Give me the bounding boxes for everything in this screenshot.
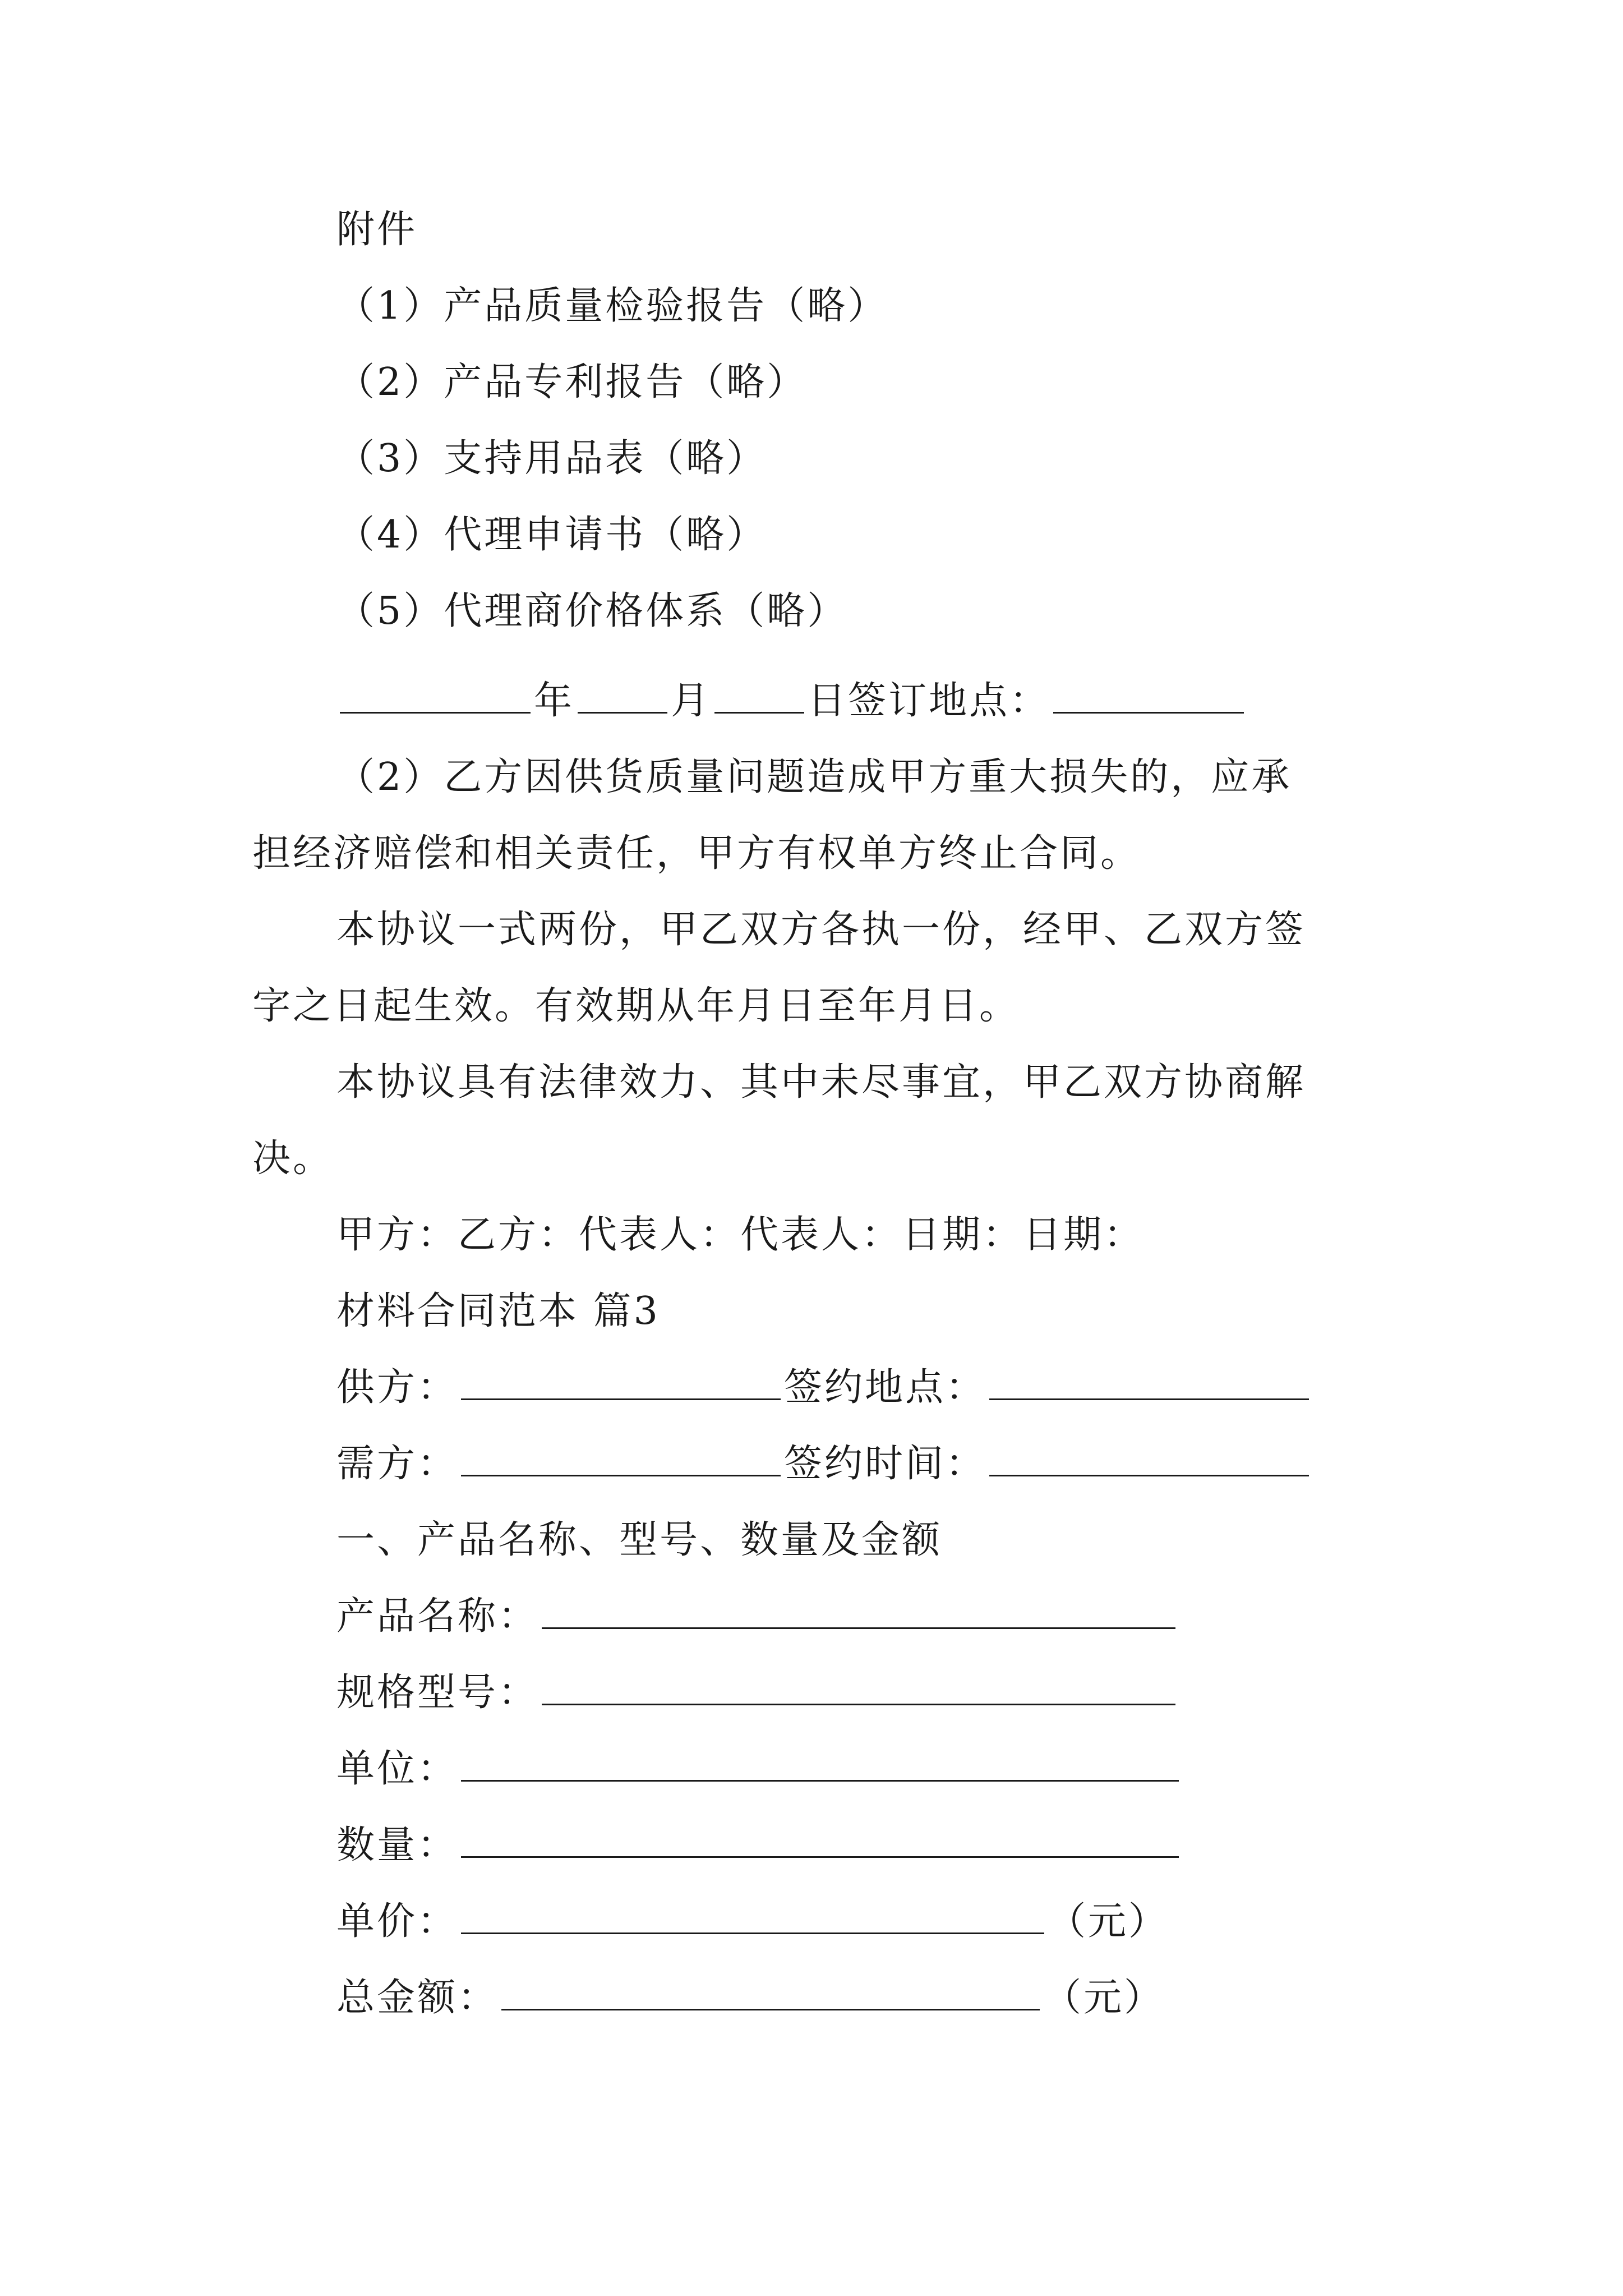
day-place-label: 日签订地点： [808, 679, 1050, 723]
quantity-label: 数量： [336, 1823, 458, 1867]
unit-price-row [336, 1894, 1169, 1950]
model-row [336, 1665, 1179, 1721]
unit-row [336, 1741, 1182, 1797]
attachment-item-2: （2）产品专利报告（略） [336, 360, 808, 404]
supplier-row [336, 1360, 1312, 1416]
buyer-blank[interactable] [461, 1441, 781, 1476]
unit-label: 单位： [336, 1747, 458, 1791]
section-title: 材料合同范本 篇3 [336, 1289, 660, 1333]
buyer-row [336, 1436, 1312, 1492]
total-label: 总金额： [336, 1976, 499, 2020]
product-heading: 一、产品名称、型号、数量及金额 [336, 1518, 943, 1562]
product-name-label: 产品名称： [336, 1594, 539, 1639]
legal-clause-line-2: 决。 [252, 1137, 334, 1181]
sign-time-field[interactable] [989, 1441, 1309, 1476]
sign-place-blank[interactable] [1053, 678, 1244, 714]
copies-clause-line-2: 字之日起生效。有效期从年月日至年月日。 [252, 984, 1020, 1028]
sign-time-label: 签约时间： [784, 1442, 986, 1486]
quantity-row [336, 1818, 1182, 1874]
supplier-label: 供方： [336, 1365, 458, 1410]
attachment-item-4: （4）代理申请书（略） [336, 513, 767, 557]
total-field[interactable] [501, 1975, 1040, 2010]
month-blank[interactable] [578, 678, 667, 714]
sign-place-label: 签约地点： [784, 1365, 986, 1410]
product-name-row [336, 1589, 1179, 1645]
total-yuan: （元） [1043, 1976, 1165, 2020]
clause-2-line-2: 担经济赔偿和相关责任，甲方有权单方终止合同。 [252, 831, 1141, 876]
attachment-item-1: （1）产品质量检验报告（略） [336, 284, 888, 328]
buyer-label: 需方： [336, 1442, 458, 1486]
quantity-field[interactable] [461, 1823, 1179, 1858]
legal-clause-line-1: 本协议具有法律效力、其中未尽事宜，甲乙双方协商解 [336, 1060, 1306, 1105]
signatures-line: 甲方：乙方：代表人：代表人：日期：日期： [336, 1213, 1145, 1257]
month-label: 月 [671, 679, 712, 723]
sign-place-field[interactable] [989, 1365, 1309, 1400]
supplier-blank[interactable] [461, 1365, 781, 1400]
model-label: 规格型号： [336, 1671, 539, 1715]
attachments-heading: 附件 [336, 208, 418, 252]
year-label: 年 [534, 679, 575, 723]
attachment-item-5: （5）代理商价格体系（略） [336, 589, 848, 633]
day-blank[interactable] [714, 678, 804, 714]
product-name-field[interactable] [542, 1594, 1175, 1629]
unit-price-yuan: （元） [1048, 1899, 1169, 1944]
signing-date-line [336, 673, 1247, 729]
copies-clause-line-1: 本协议一式两份，甲乙双方各执一份，经甲、乙双方签 [336, 908, 1306, 952]
total-row [336, 1970, 1164, 2026]
unit-price-label: 单价： [336, 1899, 458, 1944]
year-blank[interactable] [340, 678, 531, 714]
clause-2-line-1: （2）乙方因供货质量问题造成甲方重大损失的，应承 [336, 755, 1292, 799]
model-field[interactable] [542, 1670, 1175, 1705]
unit-field[interactable] [461, 1746, 1179, 1782]
attachment-item-3: （3）支持用品表（略） [336, 436, 767, 481]
unit-price-field[interactable] [461, 1899, 1044, 1934]
